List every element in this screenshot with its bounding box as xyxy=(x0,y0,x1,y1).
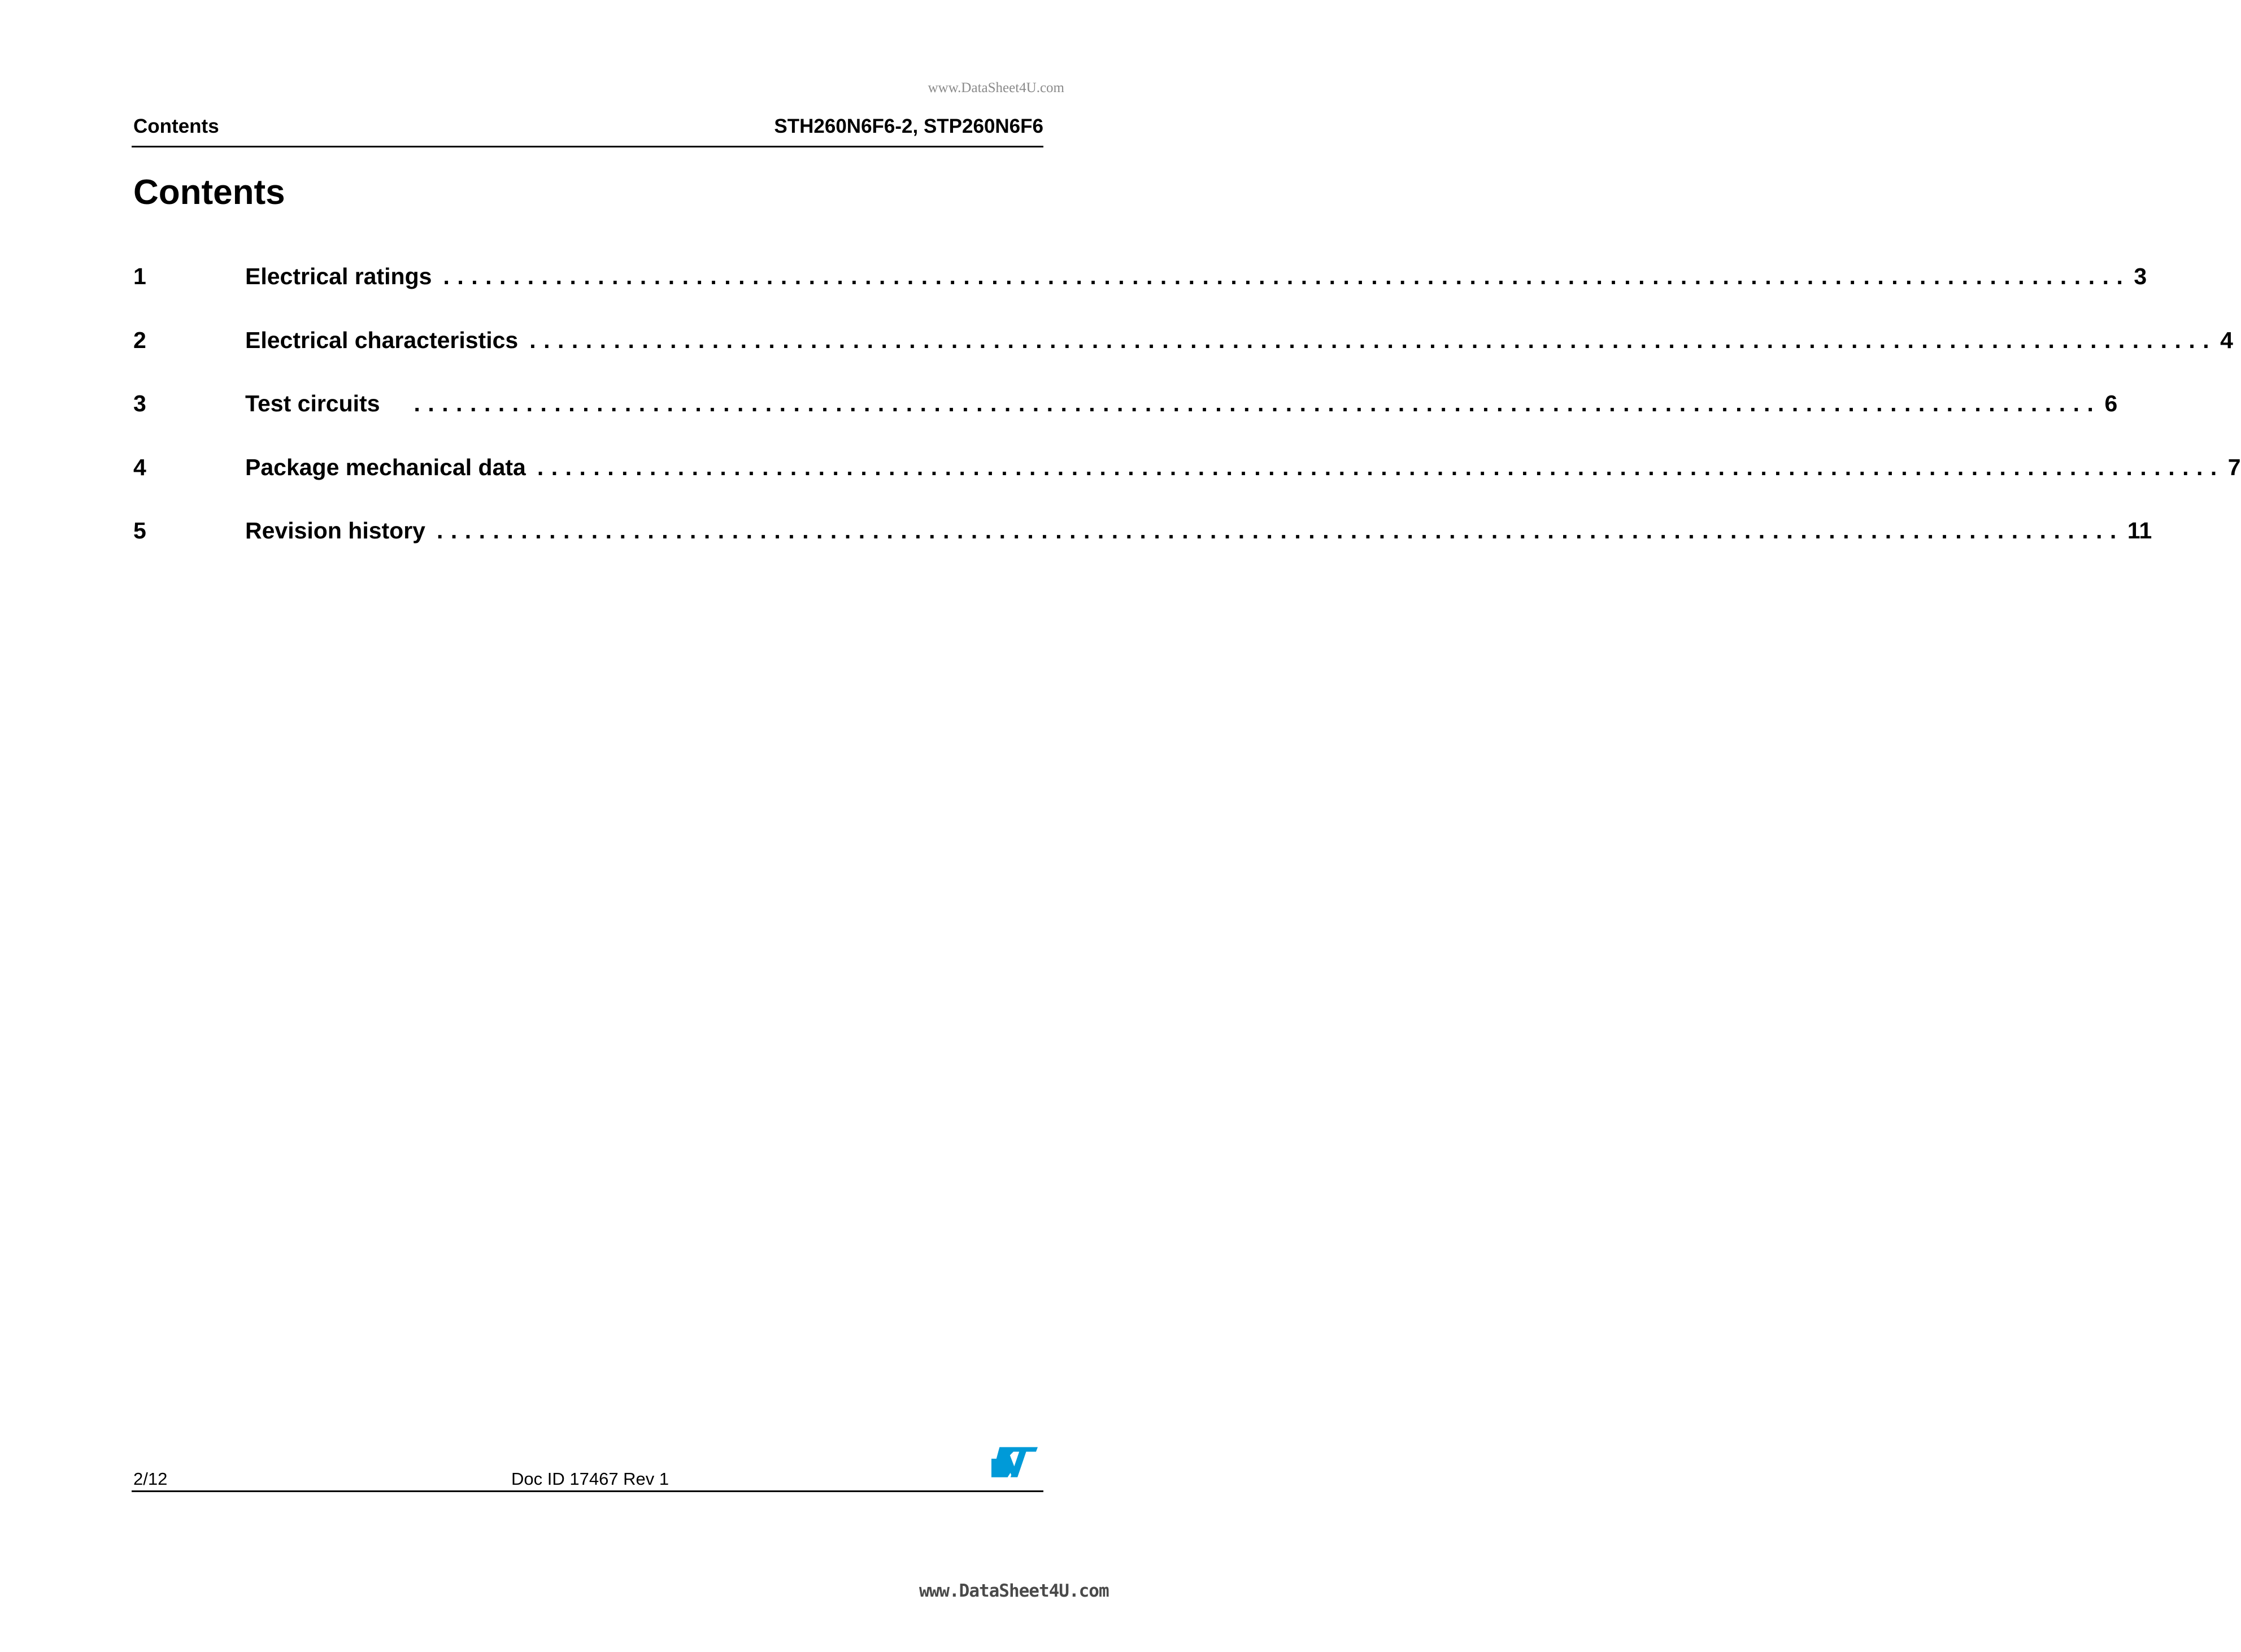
footer-doc-id: Doc ID 17467 Rev 1 xyxy=(511,1469,669,1489)
watermark-top: www.DataSheet4U.com xyxy=(928,80,1064,95)
toc-title[interactable]: Electrical ratings xyxy=(245,263,432,289)
toc-number: 2 xyxy=(133,327,146,353)
toc-title[interactable]: Electrical characteristics xyxy=(245,327,519,353)
toc-title[interactable]: Revision history xyxy=(245,518,425,544)
toc-entry[interactable] xyxy=(133,327,2233,391)
watermark-bottom: www.DataSheet4U.com xyxy=(919,1581,1109,1601)
toc-number: 5 xyxy=(133,518,146,544)
toc-page[interactable]: 3 xyxy=(2134,263,2147,289)
toc-page[interactable]: 6 xyxy=(2104,390,2118,416)
page-title: Contents xyxy=(133,173,285,212)
toc-page[interactable]: 11 xyxy=(2127,518,2152,544)
toc-entry[interactable] xyxy=(133,454,2241,518)
header-part-numbers: STH260N6F6-2, STP260N6F6 xyxy=(774,115,1043,137)
header-rule xyxy=(132,146,1043,147)
footer-page-number: 2/12 xyxy=(133,1469,168,1489)
toc-title[interactable]: Test circuits xyxy=(245,390,380,416)
footer-rule xyxy=(132,1490,1043,1492)
toc-number: 3 xyxy=(133,390,146,416)
toc-entry[interactable] xyxy=(133,390,2118,454)
dot-leader: ........................................................................................................................ xyxy=(537,454,2225,480)
toc-entry[interactable] xyxy=(133,263,2147,327)
st-logo-icon xyxy=(991,1447,1038,1477)
toc-number: 4 xyxy=(133,454,146,480)
dot-leader: ........................................................................................................................ xyxy=(443,263,2131,289)
header-section: Contents xyxy=(133,115,219,137)
table-of-contents xyxy=(133,263,2241,581)
toc-number: 1 xyxy=(133,263,146,289)
toc-page[interactable]: 7 xyxy=(2227,454,2241,480)
dot-leader: ........................................................................................................................ xyxy=(529,327,2217,353)
toc-entry[interactable] xyxy=(133,518,2152,581)
toc-page[interactable]: 4 xyxy=(2220,327,2233,353)
dot-leader: ........................................................................................................................ xyxy=(436,518,2124,544)
dot-leader: ........................................................................................................................ xyxy=(414,390,2101,416)
toc-title[interactable]: Package mechanical data xyxy=(245,454,526,480)
